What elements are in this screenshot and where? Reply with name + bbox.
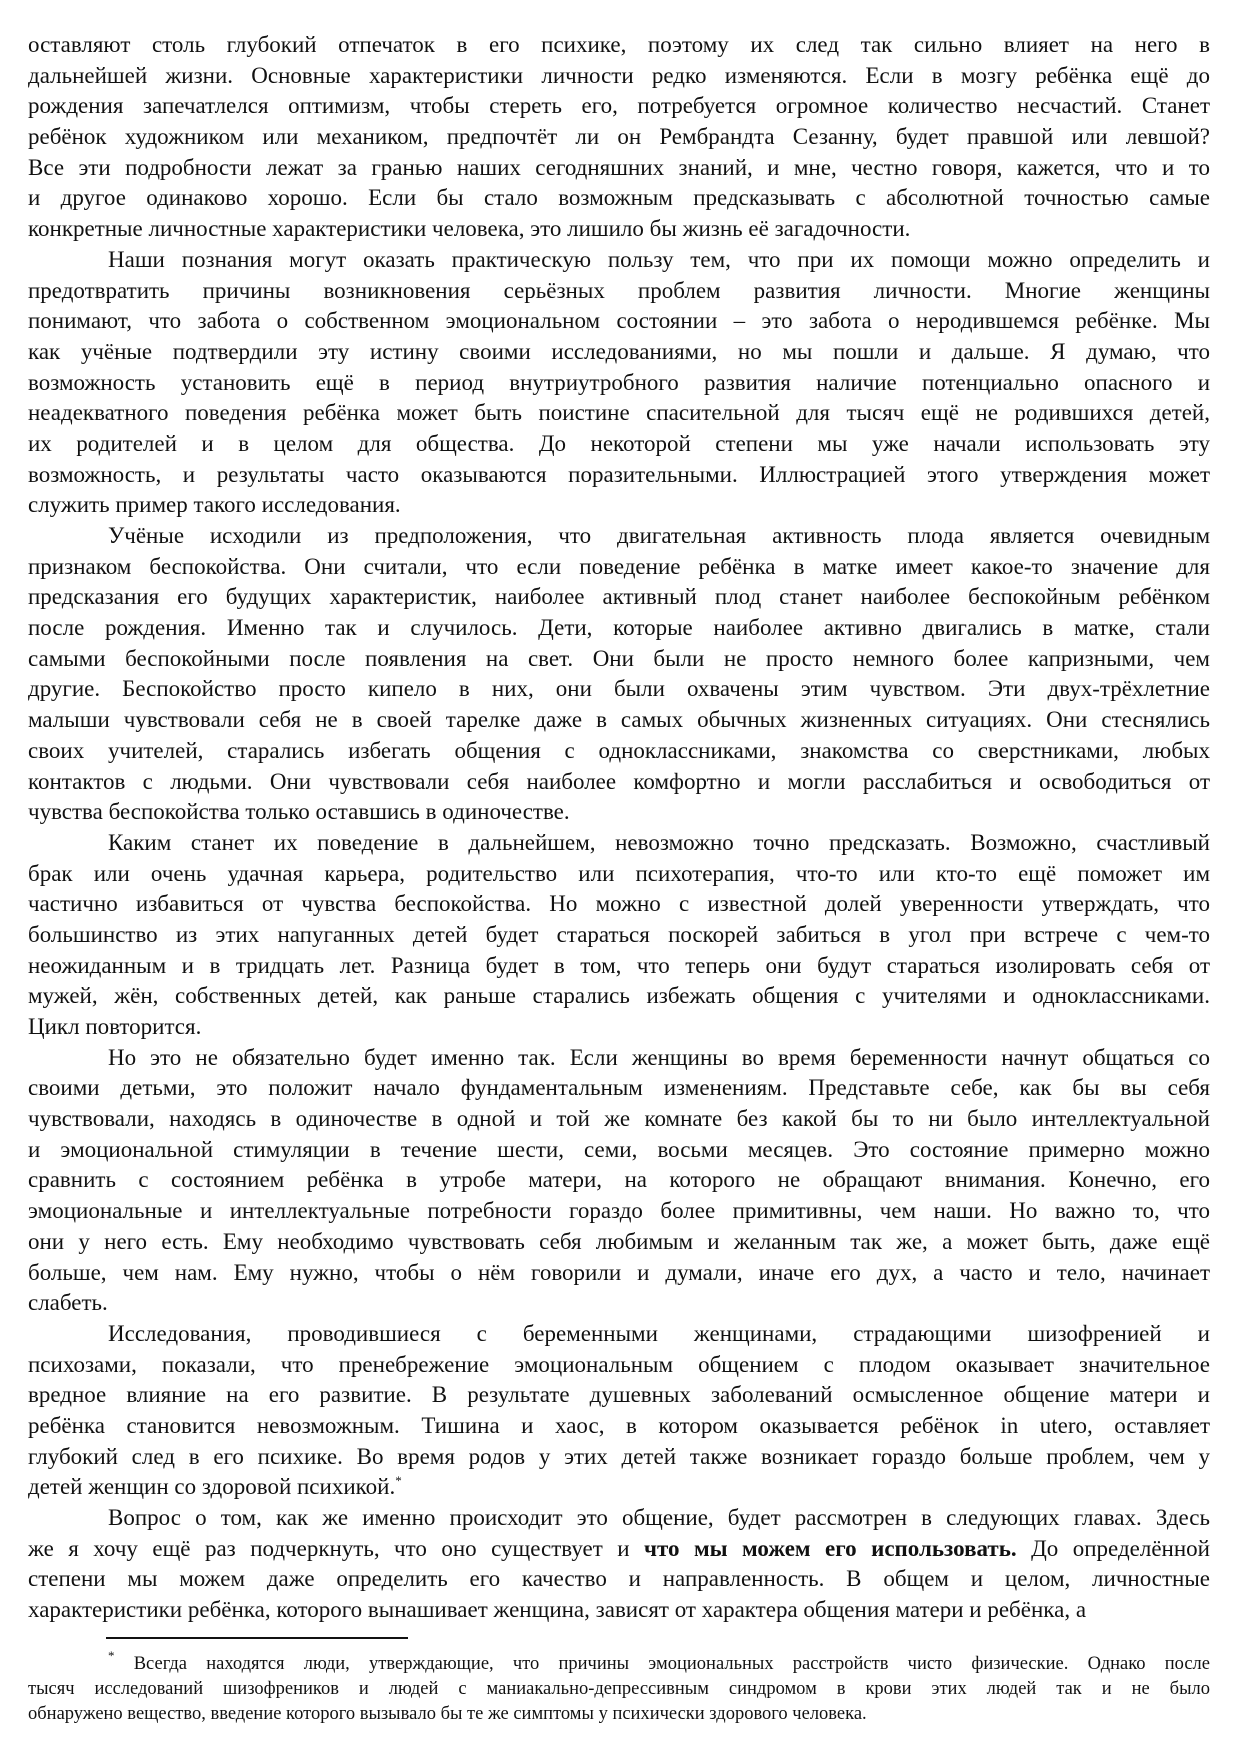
footnote-line (28, 1648, 1211, 1677)
text-line (28, 1196, 1210, 1227)
paragraph (28, 1043, 1210, 1319)
line-text: Исследования, проводившиеся с беременными женщинами, страдающими шизофренией и (108, 1320, 1210, 1346)
text-line (28, 122, 1210, 153)
footnote-text: тысяч исследований шизофреников и людей с маниакально-депрессивным синдромом в крови этих людей так и не было (28, 1679, 1210, 1699)
text-line (28, 859, 1210, 890)
line-text: ребёнок художником или механиком, предпочтёт ли он Рембрандта Сезанну, будет правшой или левшой? (28, 124, 1210, 150)
text-line (28, 736, 1210, 767)
text-line (28, 1135, 1210, 1166)
text-line (28, 183, 1210, 214)
line-text: понимают, что забота о собственном эмоциональном состоянии – это забота о неродившемся ребёнке. Мы (28, 308, 1210, 334)
text-line (28, 828, 1210, 859)
text-line (28, 705, 1210, 736)
text-line (28, 767, 1210, 798)
line-text: ребёнка становится невозможным. Тишина и хаос, в котором оказывается ребёнок in utero, оставляет (28, 1412, 1210, 1438)
text-line (28, 1411, 1210, 1442)
line-text: неадекватного поведения ребёнка может быть поистине спасительной для тысяч ещё не родившихся детей, (28, 400, 1210, 426)
line-text: Все эти подробности лежат за гранью наших сегодняшних знаний, и мне, честно говоря, кажется, что и то (28, 154, 1210, 180)
text-line (28, 429, 1210, 460)
text-line (28, 245, 1210, 276)
line-text: служить пример такого исследования. (28, 492, 401, 518)
line-text: предсказания его будущих характеристик, наиболее активный плод станет наиболее беспокойным ребёнком (28, 584, 1210, 610)
paragraph (28, 828, 1210, 1043)
footnote (28, 1648, 1211, 1727)
paragraph (28, 245, 1210, 521)
text-line (28, 1012, 1210, 1043)
line-text: частично избавиться от чувства беспокойства. Но можно с известной долей уверенности утверждать, что (28, 891, 1210, 917)
line-text: и эмоциональной стимуляции в течение шести, семи, восьми месяцев. Это состояние примерно можно (28, 1136, 1210, 1162)
line-text: рождения запечатлелся оптимизм, чтобы стереть его, потребуется огромное количество несчастий. Станет (28, 93, 1210, 119)
line-text: глубокий след в его психике. Во время родов у этих детей также возникает гораздо больше проблем, чем у (28, 1443, 1210, 1469)
footnote-text: Всегда находятся люди, утверждающие, что причины эмоциональных расстройств чисто физические. Однако после (133, 1654, 1211, 1674)
text-line (28, 1534, 1210, 1565)
line-text: степени мы можем даже определить его качество и направленность. В общем и целом, личностные (28, 1566, 1210, 1592)
text-line (28, 674, 1210, 705)
footnote-text: обнаружено вещество, введение которого вызывало бы те же симптомы у психически здорового человека. (28, 1704, 867, 1724)
line-text: и другое одинаково хорошо. Если бы стало возможным предсказывать с абсолютной точностью самые (28, 185, 1210, 211)
line-text: брак или очень удачная карьера, родительство или психотерапия, что-то или кто-то ещё поможет им (28, 860, 1210, 886)
line-text: чувствовали, находясь в одиночестве в одной и той же комнате без какой бы то ни было интеллектуальной (28, 1106, 1210, 1132)
footnote-reference[interactable]: * (395, 1473, 402, 1489)
line-text: возможность, и результаты часто оказываются поразительными. Иллюстрацией этого утверждения может (28, 461, 1210, 487)
footnote-line (28, 1702, 1210, 1727)
text-line (28, 306, 1210, 337)
text-line (28, 552, 1210, 583)
text-line (28, 91, 1210, 122)
text-line (28, 1380, 1210, 1411)
line-text: конкретные личностные характеристики человека, это лишило бы жизнь её загадочности. (28, 216, 911, 242)
text-line (28, 981, 1210, 1012)
text-line (28, 30, 1210, 61)
line-text: До определённой (1016, 1535, 1210, 1561)
text-line (28, 920, 1210, 951)
text-line (28, 1319, 1210, 1350)
footnote-separator (106, 1637, 408, 1639)
line-text: своими детьми, это положит начало фундаментальным изменениям. Представьте себе, как бы вы себя (28, 1075, 1210, 1101)
text-line (28, 797, 1210, 828)
line-text: своих учителей, старались избегать общения с одноклассниками, знакомства со сверстниками, любых (28, 737, 1210, 763)
line-text: сравнить с состоянием ребёнка в утробе матери, на которого не обращают внимания. Конечно, его (28, 1167, 1210, 1193)
text-line (28, 368, 1210, 399)
line-text: Но это не обязательно будет именно так. Если женщины во время беременности начнут общаться со (108, 1044, 1210, 1070)
line-text: характеристики ребёнка, которого вынашивает женщина, зависят от характера общения матери и ребёнка, а (28, 1597, 1087, 1623)
text-line (28, 337, 1210, 368)
paragraph (28, 1503, 1210, 1626)
line-text: Вопрос о том, как же именно происходит это общение, будет рассмотрен в следующих главах. Здесь (108, 1505, 1210, 1530)
line-text: они у него есть. Ему необходимо чувствовать себя любимым и желанным так же, а может быть, даже ещё (28, 1228, 1210, 1254)
text-line (28, 1227, 1210, 1258)
text-line (28, 1595, 1210, 1626)
line-text: их родителей и в целом для общества. До некоторой степени мы уже начали использовать эту (28, 430, 1210, 456)
text-line (28, 1165, 1210, 1196)
line-text: детей женщин со здоровой психикой. (28, 1474, 396, 1500)
footnote-line (28, 1677, 1210, 1702)
line-text: психозами, показали, что пренебрежение эмоциональным общением с плодом оказывает значительное (28, 1351, 1210, 1377)
line-text: Цикл повторится. (28, 1014, 202, 1039)
text-line (28, 1073, 1210, 1104)
paragraph (28, 521, 1210, 828)
text-line (28, 644, 1210, 675)
text-line (28, 61, 1210, 92)
text-line (28, 613, 1210, 644)
text-line (28, 1503, 1210, 1534)
text-line (28, 1350, 1210, 1381)
text-line (28, 1564, 1210, 1595)
line-text: больше, чем нам. Ему нужно, чтобы о нём говорили и думали, иначе его дух, а часто и тело, начинает (28, 1259, 1210, 1285)
text-line (28, 214, 1210, 245)
body-text (28, 30, 1210, 1626)
line-text: чувства беспокойства только оставшись в одиночестве. (28, 799, 570, 825)
line-text: возможность установить ещё в период внутриутробного развития наличие потенциально опасного и (28, 369, 1210, 395)
line-text: большинство из этих напуганных детей будет стараться поскорей забиться в угол при встрече с чем-то (28, 921, 1210, 947)
line-text: оставляют столь глубокий отпечаток в его психике, поэтому их след так сильно влияет на него в (28, 32, 1210, 57)
line-text: вредное влияние на его развитие. В результате душевных заболеваний осмысленное общение матери и (28, 1382, 1210, 1408)
footnote-mark: * (108, 1648, 115, 1663)
line-text: дальнейшей жизни. Основные характеристики личности редко изменяются. Если в мозгу ребёнка ещё до (28, 62, 1210, 88)
line-text: Наши познания могут оказать практическую пользу тем, что при их помощи можно определить и (108, 246, 1210, 272)
line-text: слабеть. (28, 1290, 108, 1316)
text-line (28, 1043, 1210, 1074)
line-text: мужей, жён, собственных детей, как раньше старались избежать общения с учителями и одноклассниками. (28, 983, 1210, 1009)
text-line (28, 460, 1210, 491)
line-text: как учёные подтвердили эту истину своими исследованиями, но мы пошли и дальше. Я думаю, что (28, 338, 1210, 364)
text-line (28, 889, 1210, 920)
text-line (28, 1288, 1210, 1319)
line-text: после рождения. Именно так и случилось. Дети, которые наиболее активно двигались в матке, стали (28, 615, 1210, 641)
line-text: предотвратить причины возникновения серьёзных проблем развития личности. Многие женщины (28, 277, 1210, 303)
line-text: эмоциональные и интеллектуальные потребности гораздо более примитивны, чем наши. Но важно то, что (28, 1198, 1210, 1224)
text-line (28, 1258, 1210, 1289)
text-line (28, 1442, 1210, 1473)
text-line (28, 490, 1210, 521)
text-line (28, 521, 1210, 552)
text-line (28, 1104, 1210, 1135)
paragraph (28, 30, 1210, 245)
text-line (28, 276, 1210, 307)
line-text: Учёные исходили из предположения, что двигательная активность плода является очевидным (108, 523, 1210, 548)
text-line (28, 153, 1210, 184)
paragraph (28, 1319, 1210, 1503)
line-text: же я хочу ещё раз подчеркнуть, что оно существует и (28, 1535, 645, 1561)
text-line (28, 582, 1210, 613)
line-text: признаком беспокойства. Они считали, что если поведение ребёнка в матке имеет какое-то значение для (28, 553, 1210, 579)
line-text: неожиданным и в тридцать лет. Разница будет в том, что теперь они будут стараться изолировать себя от (28, 952, 1210, 978)
text-line (28, 951, 1210, 982)
bold-emphasis: что мы можем его использовать. (644, 1535, 1017, 1561)
line-text: малыши чувствовали себя не в своей тарелке даже в самых обычных жизненных ситуациях. Они стеснялись (28, 707, 1210, 733)
line-text: самыми беспокойными после появления на свет. Они были не просто немного более капризными, чем (28, 645, 1210, 671)
line-text: другие. Беспокойство просто кипело в них, они были охвачены этим чувством. Эти двух-трёхлетние (28, 676, 1210, 702)
line-text: контактов с людьми. Они чувствовали себя наиболее комфортно и могли расслабиться и освободиться от (28, 768, 1210, 794)
line-text: Каким станет их поведение в дальнейшем, невозможно точно предсказать. Возможно, счастливый (108, 829, 1210, 855)
text-line (28, 398, 1210, 429)
text-line (28, 1472, 1210, 1503)
